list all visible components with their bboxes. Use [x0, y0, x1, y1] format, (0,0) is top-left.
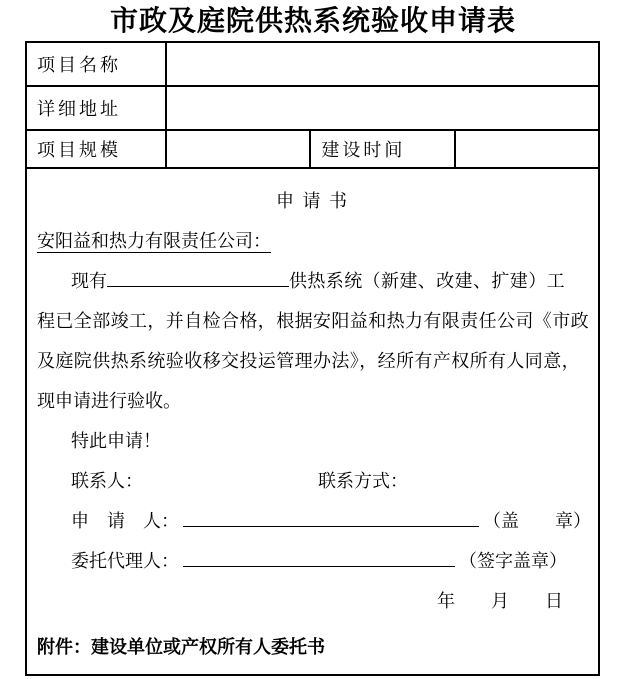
- address-label: 详细地址: [26, 86, 166, 130]
- application-letter-cell: [26, 168, 599, 675]
- application-heading: 申 请 书: [276, 191, 349, 211]
- table-row-scale: [26, 130, 599, 168]
- agent-line: [37, 541, 588, 581]
- contact-person-label: 联系人：: [71, 471, 143, 491]
- contact-method-label: 联系方式：: [318, 471, 408, 491]
- body-line-2: 程已全部竣工，并自检合格，根据安阳益和热力有限责任公司《市政: [37, 311, 589, 331]
- applicant-name-blank[interactable]: [183, 509, 479, 527]
- build-time-label: 建设时间: [310, 130, 454, 168]
- applicant-label: 申 请 人：: [71, 511, 179, 531]
- salutation-text: 安阳益和热力有限责任公司：: [37, 231, 271, 251]
- body-line-1: [37, 261, 588, 301]
- agent-seal-label: （签字盖章）: [459, 551, 567, 571]
- scale-value-cell[interactable]: [166, 130, 310, 168]
- attachment-line: 附件：建设单位或产权所有人委托书: [37, 637, 325, 657]
- project-name-label: 项目名称: [26, 42, 166, 86]
- scale-label: 项目规模: [26, 130, 166, 168]
- contact-line: [37, 461, 588, 501]
- closing-line: 特此申请！: [71, 431, 161, 451]
- applicant-seal-label: （盖 章）: [483, 511, 591, 531]
- body-line-3: 及庭院供热系统验收移交投运管理办法》，经所有产权所有人同意，: [37, 351, 580, 371]
- date-line: 年 月 日: [437, 591, 563, 611]
- page-title: 市政及庭院供热系统验收申请表: [109, 6, 516, 37]
- project-name-value-cell[interactable]: [166, 42, 599, 86]
- build-time-value-cell[interactable]: [455, 130, 599, 168]
- table-row-application: [26, 168, 599, 675]
- body-line1-prefix: 现有: [71, 271, 107, 291]
- salutation-line: [37, 221, 588, 261]
- agent-name-blank[interactable]: [183, 549, 455, 567]
- form-table: [25, 41, 600, 676]
- agent-label: 委托代理人：: [71, 551, 179, 571]
- heating-system-blank[interactable]: [107, 269, 289, 287]
- body-line-4: 现申请进行验收。: [37, 391, 181, 411]
- table-row-address: [26, 86, 599, 130]
- applicant-line: [37, 501, 591, 541]
- body-line1-suffix: 供热系统（新建、改建、扩建）工: [289, 271, 565, 291]
- table-row-project-name: [26, 42, 599, 86]
- address-value-cell[interactable]: [166, 86, 599, 130]
